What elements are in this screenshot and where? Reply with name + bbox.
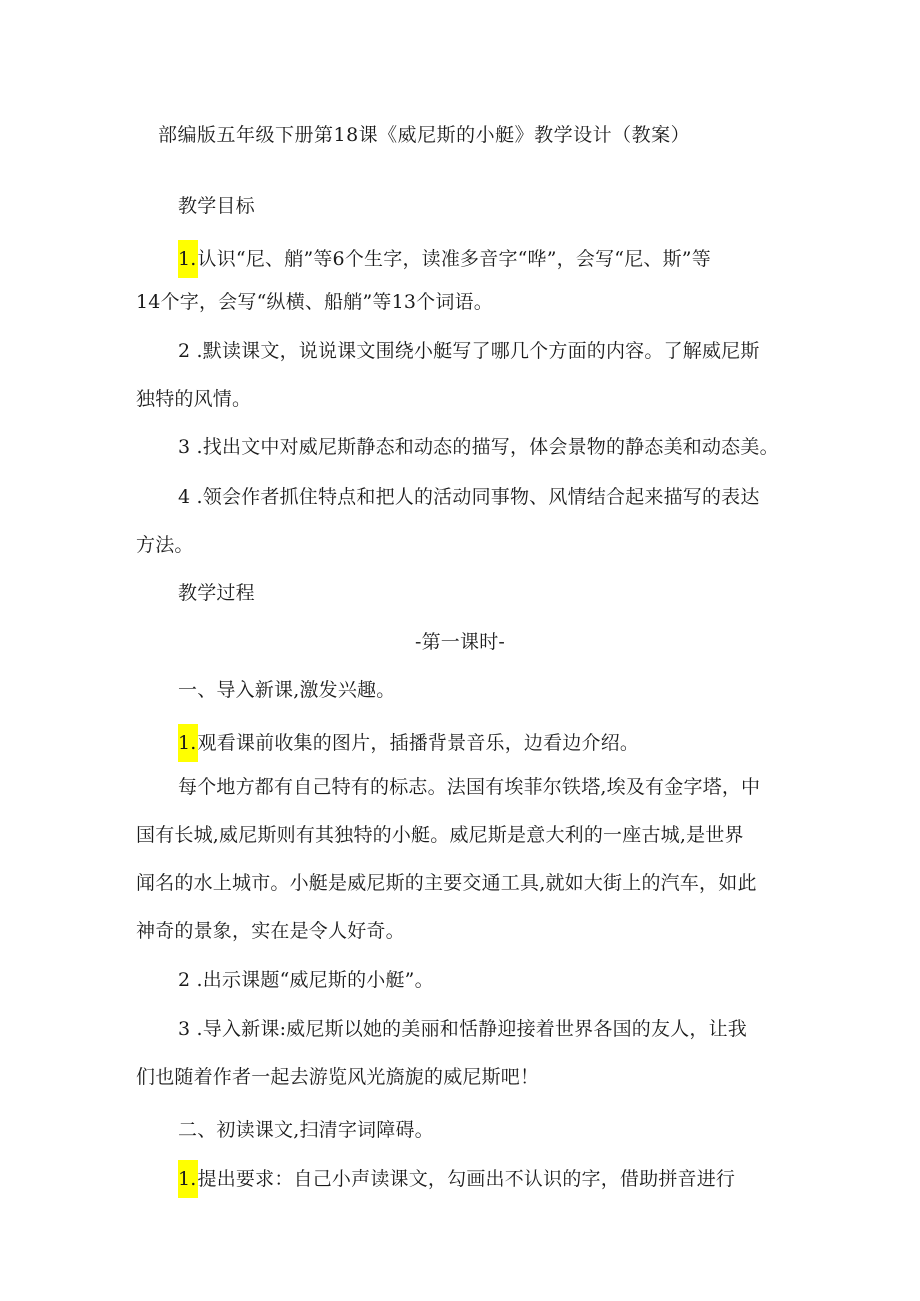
- list-number-highlight: 1.: [178, 1160, 198, 1198]
- section-1-item-1: [178, 724, 639, 762]
- section-1-heading: 一、导入新课,激发兴趣。: [178, 679, 396, 701]
- section-2-heading: 二、初读课文,扫清字词障碍。: [178, 1119, 434, 1141]
- section-2-item-1: [178, 1160, 735, 1198]
- objective-2-continuation: 独特的风情。: [136, 388, 252, 410]
- paragraph-line: 国有长城,威尼斯则有其独特的小艇。威尼斯是意大利的一座古城,是世界: [136, 824, 744, 846]
- paragraph-line: 每个地方都有自己特有的标志。法国有埃菲尔铁塔,埃及有金字塔，中: [178, 776, 761, 798]
- objective-2: 2 .默读课文，说说课文围绕小艇写了哪几个方面的内容。了解威尼斯: [178, 340, 760, 362]
- objective-1-text: 认识“尼、艄”等6个生字，读准多音字“哗”，会写“尼、斯”等: [197, 248, 711, 270]
- section-1-item-3-continuation: 们也随着作者一起去游览风光旖旎的威尼斯吧！: [136, 1066, 540, 1088]
- objective-1: [178, 240, 711, 278]
- objective-4: 4 .领会作者抓住特点和把人的活动同事物、风情结合起来描写的表达: [178, 486, 760, 508]
- paragraph-line: 闻名的水上城市。小艇是威尼斯的主要交通工具,就如大街上的汽车，如此: [136, 872, 757, 894]
- lesson-1-heading: -第一课时-: [414, 631, 506, 653]
- objective-3: 3 .找出文中对威尼斯静态和动态的描写，体会景物的静态美和动态美。: [178, 436, 779, 458]
- section-2-item-1-text: 提出要求：自己小声读课文，勾画出不认识的字，借助拼音进行: [197, 1168, 736, 1190]
- paragraph-line: 神奇的景象，实在是令人好奇。: [136, 920, 405, 942]
- section-1-item-1-text: 观看课前收集的图片，插播背景音乐，边看边介绍。: [197, 732, 640, 754]
- list-number-highlight: 1.: [178, 724, 198, 762]
- document-title: 部编版五年级下册第18课《威尼斯的小艇》教学设计（教案）: [158, 124, 691, 146]
- list-number-highlight: 1.: [178, 240, 198, 278]
- objective-4-continuation: 方法。: [136, 534, 194, 556]
- objective-1-continuation: 14个字，会写“纵横、船艄”等13个词语。: [136, 291, 493, 313]
- process-heading: 教学过程: [178, 582, 255, 604]
- objectives-heading: 教学目标: [178, 195, 255, 217]
- section-1-item-3: 3 .导入新课:威尼斯以她的美丽和恬静迎接着世界各国的友人，让我: [178, 1018, 747, 1040]
- section-1-item-2: 2 .出示课题“威尼斯的小艇”。: [178, 969, 434, 991]
